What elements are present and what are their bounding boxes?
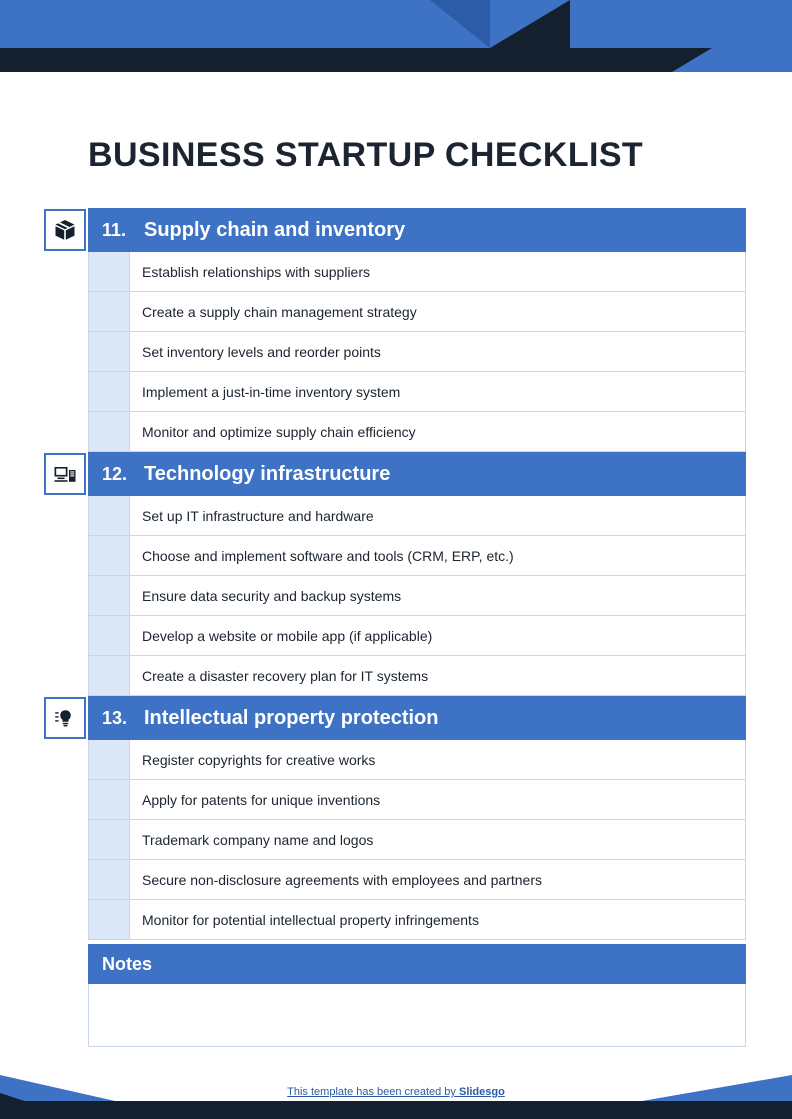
- task-label: Set up IT infrastructure and hardware: [130, 496, 746, 535]
- section-title: Supply chain and inventory: [144, 218, 406, 241]
- checklist-section: [88, 696, 746, 940]
- task-label: Develop a website or mobile app (if applicable): [130, 616, 746, 655]
- task-label: Trademark company name and logos: [130, 820, 746, 859]
- section-header: [88, 452, 746, 496]
- checklist-row[interactable]: [88, 820, 746, 860]
- checkbox-cell[interactable]: [88, 292, 130, 331]
- checklist-row[interactable]: [88, 860, 746, 900]
- task-label: Register copyrights for creative works: [130, 740, 746, 779]
- top-right-blue-block: [732, 0, 792, 48]
- notes-header: Notes: [88, 944, 746, 984]
- checklist-row[interactable]: [88, 900, 746, 940]
- checklist-row[interactable]: [88, 616, 746, 656]
- box-icon: [44, 209, 86, 251]
- section-title: Technology infrastructure: [144, 462, 391, 485]
- footer-credit[interactable]: [0, 1086, 792, 1098]
- task-label: Create a supply chain management strategy: [130, 292, 746, 331]
- checkbox-cell[interactable]: [88, 740, 130, 779]
- checkbox-cell[interactable]: [88, 252, 130, 291]
- checkbox-cell[interactable]: [88, 900, 130, 939]
- checkbox-cell[interactable]: [88, 372, 130, 411]
- checklist-row[interactable]: [88, 332, 746, 372]
- task-label: Implement a just-in-time inventory system: [130, 372, 746, 411]
- top-decorative-band: [0, 0, 792, 72]
- top-navy-angle: [490, 0, 570, 48]
- section-number: 12.: [102, 463, 128, 484]
- checklist-row[interactable]: [88, 496, 746, 536]
- section-number: 11.: [102, 219, 127, 240]
- checklist-row[interactable]: [88, 292, 746, 332]
- lightbulb-icon: [44, 697, 86, 739]
- checklist-row[interactable]: [88, 536, 746, 576]
- checkbox-cell[interactable]: [88, 576, 130, 615]
- task-label: Set inventory levels and reorder points: [130, 332, 746, 371]
- footer-credit-brand[interactable]: Slidesgo: [458, 1086, 505, 1098]
- notes-input[interactable]: [88, 984, 746, 1047]
- task-label: Create a disaster recovery plan for IT systems: [130, 656, 746, 695]
- checkbox-cell[interactable]: [88, 656, 130, 695]
- page-title: BUSINESS STARTUP CHECKLIST: [88, 135, 644, 174]
- checkbox-cell[interactable]: [88, 332, 130, 371]
- checkbox-cell[interactable]: [88, 536, 130, 575]
- checklist-row[interactable]: [88, 576, 746, 616]
- section-title: Intellectual property protection: [144, 706, 439, 729]
- footer-credit-prefix: This template has been created by: [287, 1086, 459, 1098]
- checkbox-cell[interactable]: [88, 780, 130, 819]
- task-label: Apply for patents for unique inventions: [130, 780, 746, 819]
- checklist: [88, 208, 746, 1047]
- task-label: Choose and implement software and tools (CRM, ERP, etc.): [130, 536, 746, 575]
- checkbox-cell[interactable]: [88, 820, 130, 859]
- task-label: Establish relationships with suppliers: [130, 252, 746, 291]
- bottom-navy-strip: [0, 1101, 792, 1119]
- task-label: Secure non-disclosure agreements with employees and partners: [130, 860, 746, 899]
- task-label: Monitor for potential intellectual property infringements: [130, 900, 746, 939]
- checklist-row[interactable]: [88, 780, 746, 820]
- checkbox-cell[interactable]: [88, 860, 130, 899]
- bottom-decorative-band: [0, 1055, 792, 1119]
- section-header: [88, 696, 746, 740]
- checklist-row[interactable]: [88, 412, 746, 452]
- task-label: Monitor and optimize supply chain efficiency: [130, 412, 746, 451]
- computer-icon: [44, 453, 86, 495]
- checklist-row[interactable]: [88, 372, 746, 412]
- checklist-section: [88, 452, 746, 696]
- checklist-section: [88, 208, 746, 452]
- checklist-row[interactable]: [88, 740, 746, 780]
- checkbox-cell[interactable]: [88, 616, 130, 655]
- checklist-row[interactable]: [88, 252, 746, 292]
- top-dark-blue-accent: [430, 0, 490, 48]
- checkbox-cell[interactable]: [88, 412, 130, 451]
- section-number: 13.: [102, 707, 128, 728]
- section-header: [88, 208, 746, 252]
- checkbox-cell[interactable]: [88, 496, 130, 535]
- task-label: Ensure data security and backup systems: [130, 576, 746, 615]
- checklist-row[interactable]: [88, 656, 746, 696]
